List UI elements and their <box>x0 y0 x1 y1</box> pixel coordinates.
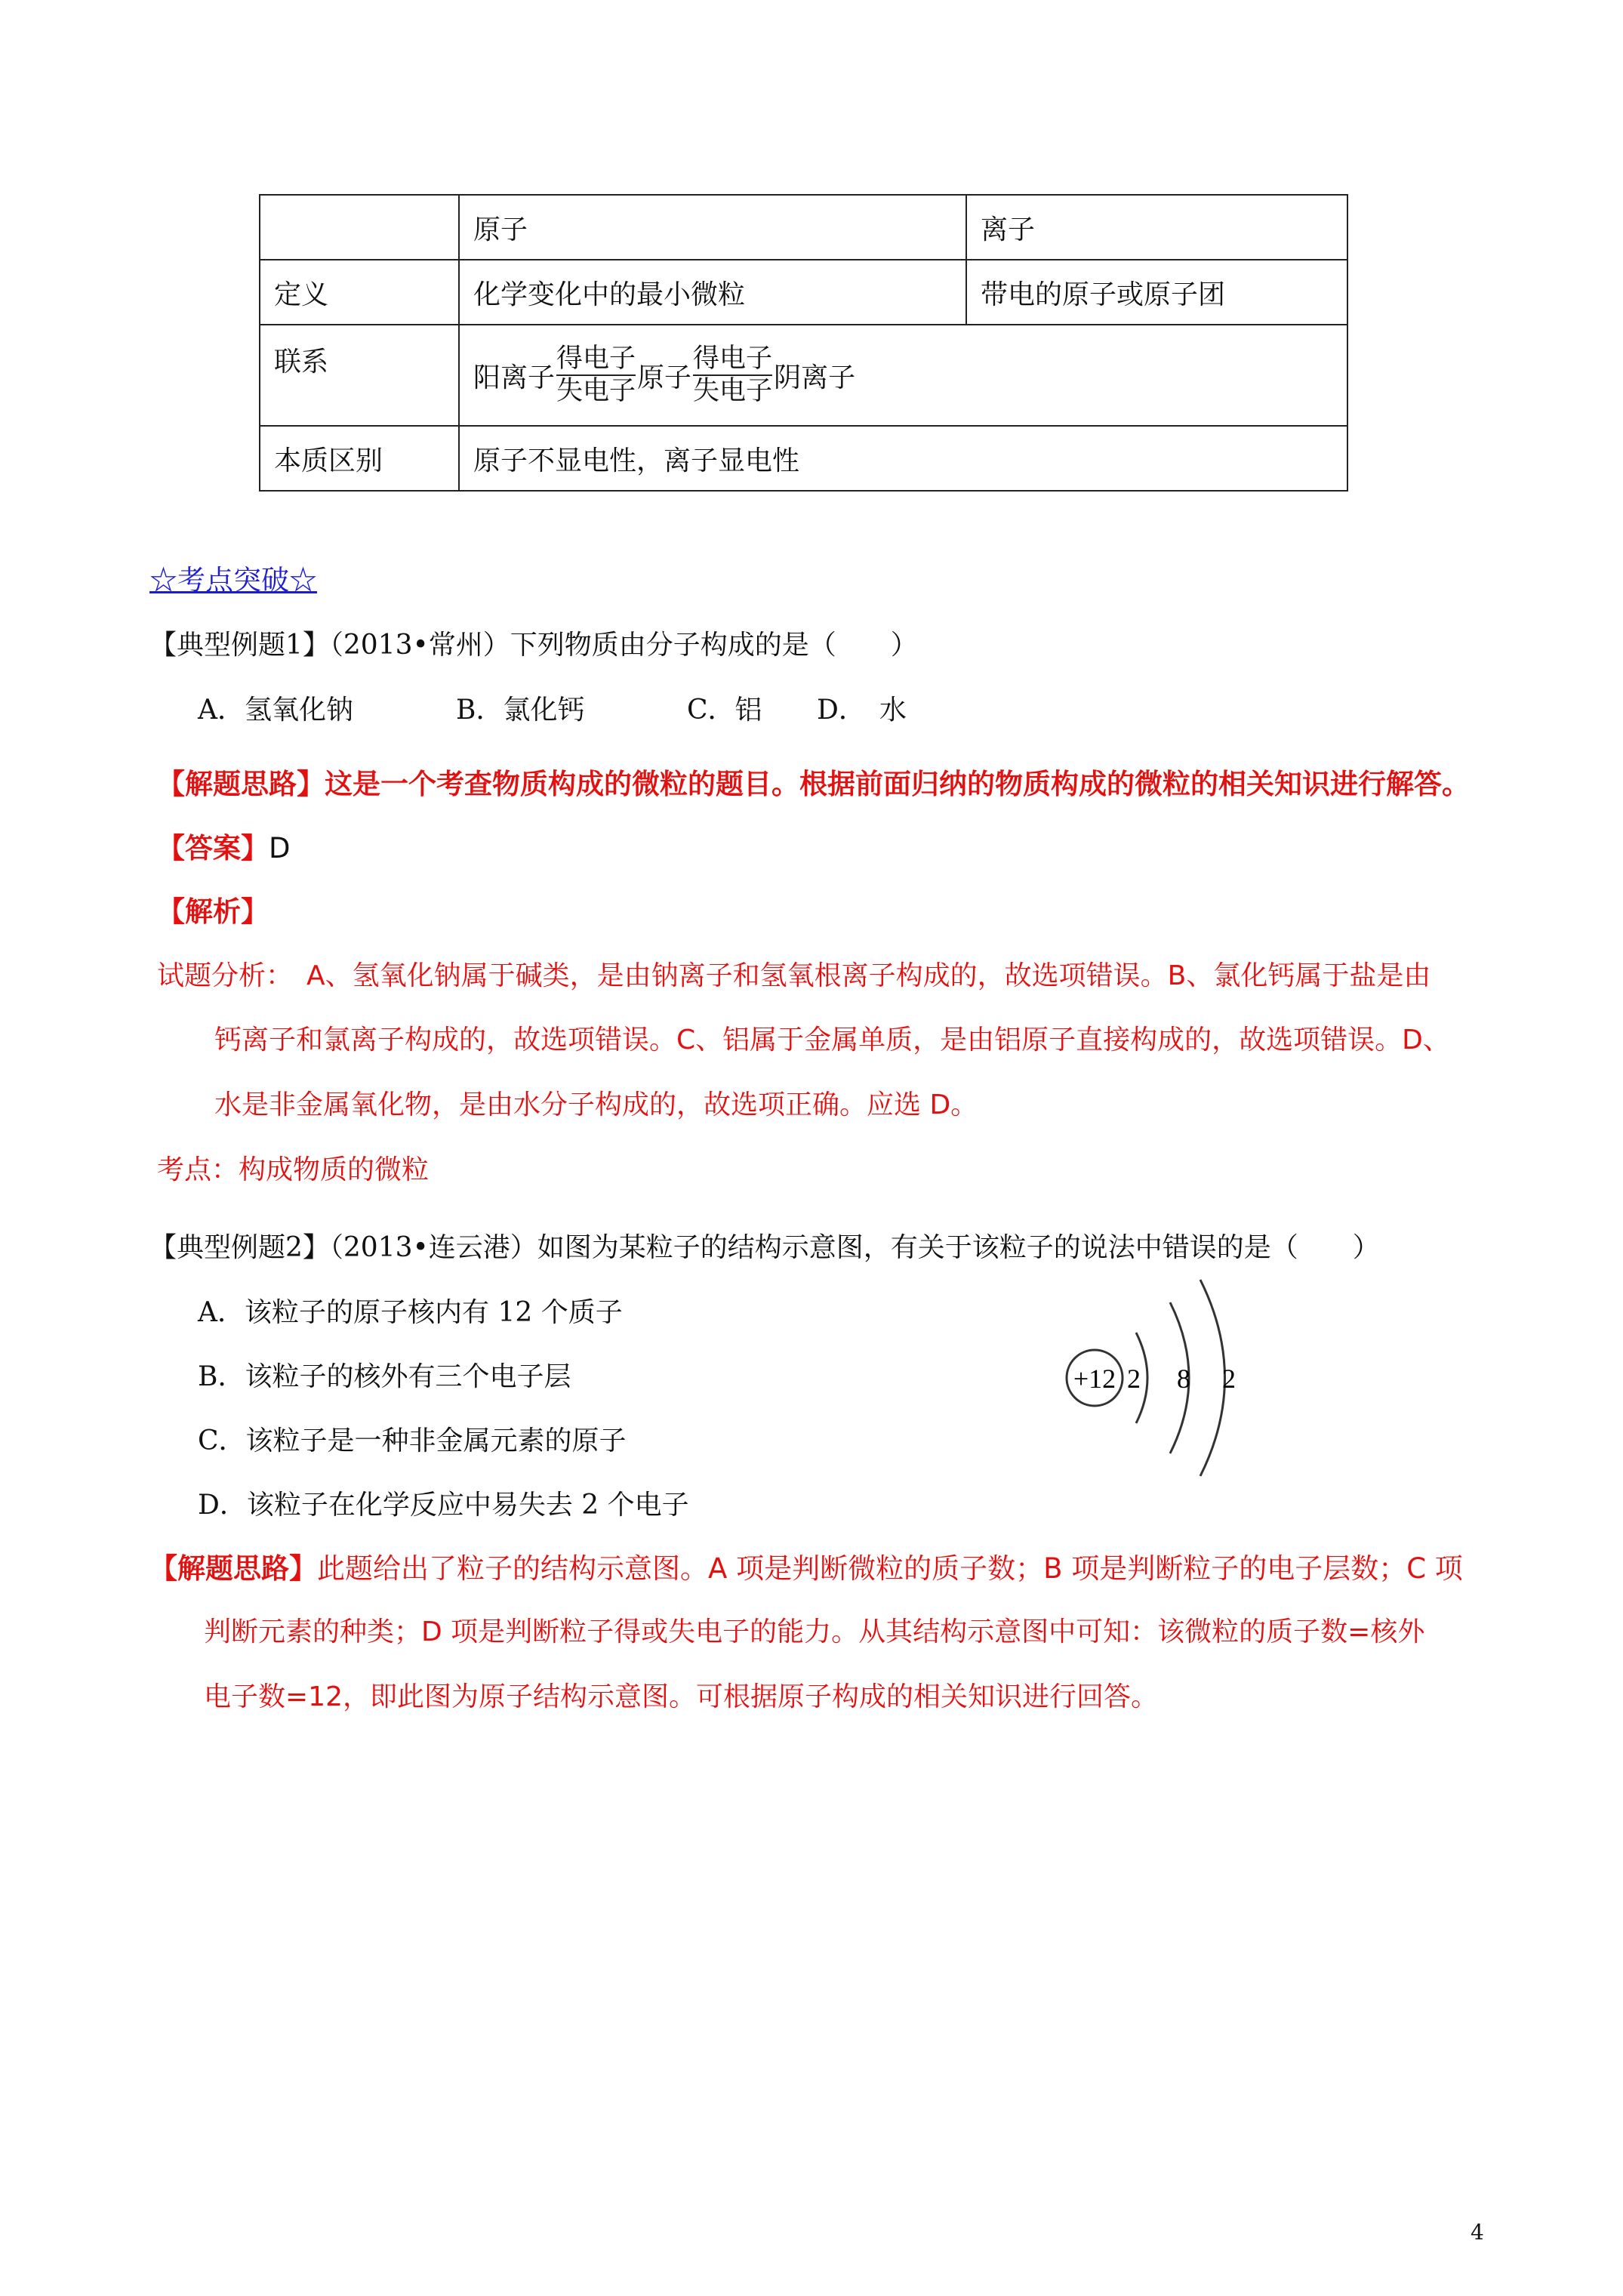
essence-text: 原子不显电性，离子显电性 <box>459 426 1347 491</box>
header-ion: 离子 <box>966 195 1347 260</box>
example1-option-c: C．铝 <box>687 695 762 726</box>
relation-anion: 阴离子 <box>774 362 856 393</box>
relation-arrow-2-top: 得电子 <box>693 343 773 374</box>
example2-option-d: D．该粒子在化学反应中易失去 2 个电子 <box>198 1490 689 1521</box>
example2-option-b: B．该粒子的核外有三个电子层 <box>198 1361 571 1392</box>
example2-question: 【典型例题2】（2013•连云港）如图为某粒子的结构示意图，有关于该粒子的说法中错误的是（ ） <box>149 1232 1380 1263</box>
relation-arrow-1-bottom: 失电子 <box>556 376 636 406</box>
example2-approach-line-2: 判断元素的种类；D 项是判断粒子得或失电子的能力。从其结构示意图中可知：该微粒的质子数=核外 <box>204 1616 1425 1647</box>
relation-cell <box>459 325 1347 426</box>
page-number: 4 <box>1471 2220 1484 2245</box>
example1-approach-label: 【解题思路】 <box>157 768 325 800</box>
definition-ion: 带电的原子或原子团 <box>966 260 1347 325</box>
shell-3-electrons: 2 <box>1222 1364 1236 1394</box>
example1-option-d: D． 水 <box>817 695 907 726</box>
shell-2-electrons: 8 <box>1177 1364 1190 1394</box>
shell-1-electrons: 2 <box>1127 1364 1141 1394</box>
example1-analysis-line-3: 水是非金属氧化物，是由水分子构成的，故选项正确。应选 D。 <box>214 1089 978 1120</box>
nucleus-charge: +12 <box>1073 1364 1116 1394</box>
example1-answer-label: 【答案】 <box>157 832 269 864</box>
example1-analysis-line-2: 钙离子和氯离子构成的，故选项错误。C、铝属于金属单质，是由铝原子直接构成的，故选项错误。D、 <box>214 1025 1450 1056</box>
example2-approach <box>149 1546 1463 1586</box>
example1-question: 【典型例题1】（2013•常州）下列物质由分子构成的是（ ） <box>149 630 918 661</box>
example1-option-b: B．氯化钙 <box>456 695 585 726</box>
example1-option-a: A．氢氧化钠 <box>198 695 353 726</box>
table-row-definition <box>260 260 1347 325</box>
relation-diagram <box>473 344 855 406</box>
definition-atom: 化学变化中的最小微粒 <box>459 260 966 325</box>
example2-option-c: C．该粒子是一种非金属元素的原子 <box>198 1425 627 1456</box>
definition-label: 定义 <box>260 260 459 325</box>
example1-analysis-line-1: 试题分析： A、氢氧化钠属于碱类，是由钠离子和氢氧根离子构成的，故选项错误。B、氯化钙属于盐是由 <box>157 960 1431 991</box>
table-row-relation <box>260 325 1347 426</box>
relation-cation: 阳离子 <box>473 362 556 393</box>
header-atom: 原子 <box>459 195 966 260</box>
example2-option-a: A．该粒子的原子核内有 12 个质子 <box>198 1297 623 1328</box>
relation-arrow-2-bottom: 失电子 <box>693 376 773 406</box>
shell-arc-3 <box>1200 1280 1225 1476</box>
relation-label: 联系 <box>260 325 459 426</box>
section-title-link[interactable]: ☆考点突破☆ <box>149 564 317 596</box>
atom-structure-diagram <box>1057 1268 1253 1480</box>
table-row-essence <box>260 426 1347 491</box>
example1-answer <box>157 825 291 866</box>
example1-approach-text: 这是一个考查物质构成的微粒的题目。根据前面归纳的物质构成的微粒的相关知识进行解答。 <box>325 768 1470 800</box>
relation-arrow-1-top: 得电子 <box>556 343 636 374</box>
relation-atom: 原子 <box>637 362 692 393</box>
essence-label: 本质区别 <box>260 426 459 491</box>
atom-ion-comparison-table <box>259 194 1348 492</box>
example2-approach-line-1: 此题给出了粒子的结构示意图。A 项是判断微粒的质子数；B 项是判断粒子的电子层数；C 项 <box>317 1552 1463 1585</box>
relation-arrow-2 <box>693 344 772 406</box>
example1-kaodian: 考点：构成物质的微粒 <box>157 1154 430 1185</box>
header-empty-cell <box>260 195 459 260</box>
example1-approach <box>157 761 1470 802</box>
example1-answer-value: D <box>269 832 291 864</box>
table-header-row <box>260 195 1347 260</box>
relation-arrow-1 <box>556 344 636 406</box>
example2-approach-label: 【解题思路】 <box>149 1552 317 1585</box>
example1-analysis-label: 【解析】 <box>157 895 269 928</box>
example2-approach-line-3: 电子数=12，即此图为原子结构示意图。可根据原子构成的相关知识进行回答。 <box>204 1681 1158 1712</box>
